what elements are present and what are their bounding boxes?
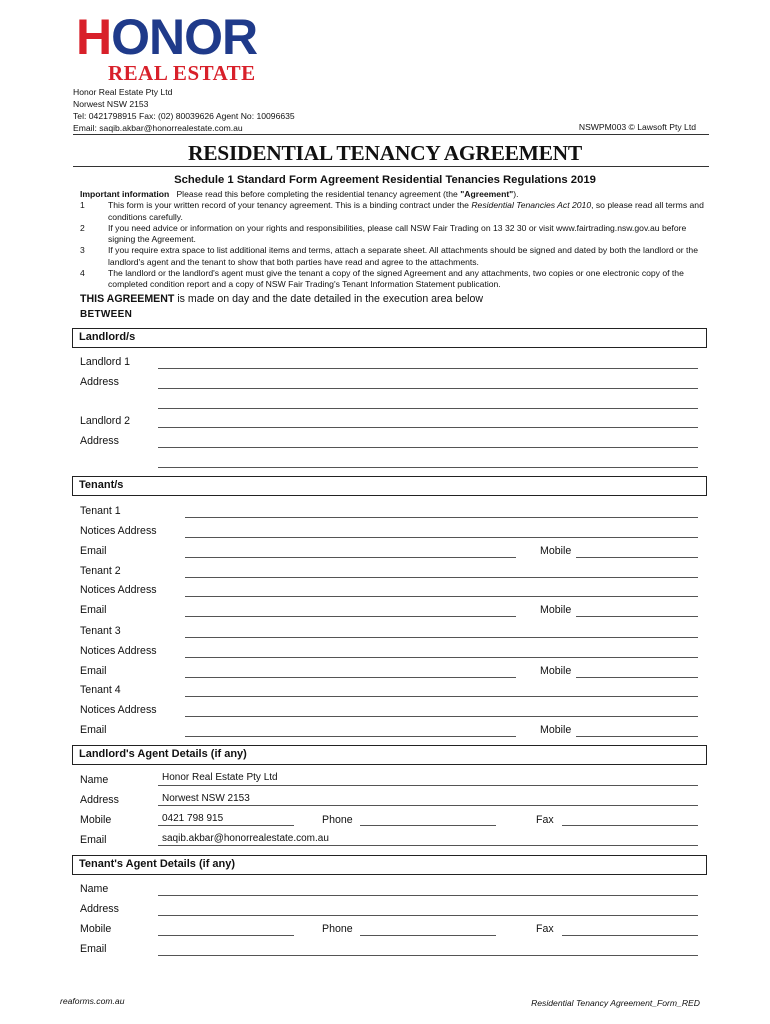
tenant-4-mobile-label: Mobile xyxy=(540,724,572,736)
tenant-agent-address-label: Address xyxy=(80,903,119,915)
tenant-2-label: Tenant 2 xyxy=(80,565,121,577)
landlord-agent-mobile-field[interactable] xyxy=(158,825,294,826)
company-phone: Tel: 0421798915 Fax: (02) 80039626 Agent No: 10096635 xyxy=(73,111,295,121)
landlord-agent-address-field[interactable] xyxy=(158,805,698,806)
landlord-agent-fax-label: Fax xyxy=(536,814,554,826)
footer-website: reaforms.com.au xyxy=(60,996,125,1006)
landlord-2-label: Landlord 2 xyxy=(80,415,131,427)
tenant-agent-name-field[interactable] xyxy=(158,895,698,896)
tenant-1-mobile-field[interactable] xyxy=(576,557,698,558)
landlord-agent-phone-field[interactable] xyxy=(360,825,496,826)
tenant-1-label: Tenant 1 xyxy=(80,505,121,517)
tenant-3-notices-field[interactable] xyxy=(185,657,698,658)
tenant-agent-mobile-field[interactable] xyxy=(158,935,294,936)
tenant-agent-fax-label: Fax xyxy=(536,923,554,935)
tenant-3-email-label: Email xyxy=(80,665,107,677)
between-label: BETWEEN xyxy=(80,309,133,320)
company-logo xyxy=(76,9,326,85)
schedule-heading: Schedule 1 Standard Form Agreement Residential Tenancies Regulations 2019 xyxy=(174,174,596,186)
tenant-4-notices-field[interactable] xyxy=(185,716,698,717)
logo-subtitle: REAL ESTATE xyxy=(108,61,256,85)
important-information xyxy=(80,189,710,291)
landlord-2-address-field-2[interactable] xyxy=(158,467,698,468)
tenant-3-label: Tenant 3 xyxy=(80,625,121,637)
tenant-4-email-label: Email xyxy=(80,724,107,736)
company-name: Honor Real Estate Pty Ltd xyxy=(73,87,173,97)
agreement-statement: THIS AGREEMENT is made on day and the date detailed in the execution area below xyxy=(80,293,483,305)
tenant-1-notices-label: Notices Address xyxy=(80,525,157,537)
landlord-agent-email-value: saqib.akbar@honorrealestate.com.au xyxy=(162,833,329,844)
tenant-agent-email-label: Email xyxy=(80,943,107,955)
tenant-agent-phone-label: Phone xyxy=(322,923,353,935)
tenant-3-mobile-field[interactable] xyxy=(576,677,698,678)
footer-form-name: Residential Tenancy Agreement_Form_RED xyxy=(531,998,700,1008)
tenant-1-notices-field[interactable] xyxy=(185,537,698,538)
tenant-3-notices-label: Notices Address xyxy=(80,645,157,657)
tenant-agent-name-label: Name xyxy=(80,883,109,895)
tenant-2-mobile-label: Mobile xyxy=(540,604,572,616)
tenant-4-field[interactable] xyxy=(185,696,698,697)
landlord-1-label: Landlord 1 xyxy=(80,356,131,368)
landlord-1-address-label: Address xyxy=(80,376,119,388)
important-item: 1 This form is your written record of your tenancy agreement. This is a binding contract under the Residential Tenancies Act 2010, so please read all terms and conditions carefully. xyxy=(80,200,704,222)
tenant-1-email-label: Email xyxy=(80,545,107,557)
form-reference: NSWPM003 © Lawsoft Pty Ltd xyxy=(578,122,696,132)
landlord-agent-address-value: Norwest NSW 2153 xyxy=(162,793,250,804)
tenant-2-mobile-field[interactable] xyxy=(576,616,698,617)
landlord-agent-mobile-label: Mobile xyxy=(80,814,112,826)
tenant-1-mobile-label: Mobile xyxy=(540,545,572,557)
important-item: 2 If you need advice or information on your rights and responsibilities, please call NSW Fair Trading on 13 32 30 or visit www.fairtrading.nsw.gov.au before signing the Agreement. xyxy=(80,222,687,245)
tenant-agent-phone-field[interactable] xyxy=(360,935,496,936)
tenant-4-notices-label: Notices Address xyxy=(80,704,157,716)
landlord-2-field[interactable] xyxy=(158,427,698,428)
tenant-agent-address-field[interactable] xyxy=(158,915,698,916)
landlord-agent-section-header: Landlord's Agent Details (if any) xyxy=(72,745,707,765)
landlord-2-address-field[interactable] xyxy=(158,447,698,448)
tenant-2-email-label: Email xyxy=(80,604,107,616)
landlord-1-address-field-2[interactable] xyxy=(158,408,698,409)
tenant-3-email-field[interactable] xyxy=(185,677,516,678)
company-details xyxy=(73,86,295,134)
landlord-agent-name-value: Honor Real Estate Pty Ltd xyxy=(162,772,278,783)
landlord-agent-address-label: Address xyxy=(80,794,119,806)
logo-wordmark: HONOR xyxy=(76,9,258,65)
tenant-3-field[interactable] xyxy=(185,637,698,638)
landlord-agent-mobile-value: 0421 798 915 xyxy=(162,813,224,824)
tenant-agent-email-field[interactable] xyxy=(158,955,698,956)
landlord-agent-email-label: Email xyxy=(80,834,107,846)
tenant-4-mobile-field[interactable] xyxy=(576,736,698,737)
landlord-1-field[interactable] xyxy=(158,368,698,369)
document-title: RESIDENTIAL TENANCY AGREEMENT xyxy=(188,141,582,165)
tenant-1-field[interactable] xyxy=(185,517,698,518)
landlords-section-header: Landlord/s xyxy=(72,328,707,348)
tenant-3-mobile-label: Mobile xyxy=(540,665,572,677)
tenant-4-email-field[interactable] xyxy=(185,736,516,737)
tenant-2-notices-label: Notices Address xyxy=(80,584,157,596)
tenant-1-email-field[interactable] xyxy=(185,557,516,558)
tenant-agent-fax-field[interactable] xyxy=(562,935,698,936)
tenants-section-header: Tenant/s xyxy=(72,476,707,496)
landlord-agent-phone-label: Phone xyxy=(322,814,353,826)
landlord-agent-name-field[interactable] xyxy=(158,785,698,786)
top-divider xyxy=(73,134,709,135)
tenant-agent-section-header: Tenant's Agent Details (if any) xyxy=(72,855,707,875)
tenant-4-label: Tenant 4 xyxy=(80,684,121,696)
landlord-agent-email-field[interactable] xyxy=(158,845,698,846)
tenant-2-notices-field[interactable] xyxy=(185,596,698,597)
tenant-2-email-field[interactable] xyxy=(185,616,516,617)
important-intro: Important information Please read this before completing the residential tenancy agreement (the "Agreement"). xyxy=(80,189,519,199)
tenant-2-field[interactable] xyxy=(185,577,698,578)
important-item: 4 The landlord or the landlord's agent must give the tenant a copy of the signed Agreement and any attachments, two copies or one electronic copy of the completed condition report and a copy of NSW Fair Trading's Tenant Information Statement publication. xyxy=(80,268,684,290)
company-address: Norwest NSW 2153 xyxy=(73,99,149,109)
landlord-agent-fax-field[interactable] xyxy=(562,825,698,826)
landlord-agent-name-label: Name xyxy=(80,774,109,786)
landlord-2-address-label: Address xyxy=(80,435,119,447)
company-email: Email: saqib.akbar@honorrealestate.com.au xyxy=(73,123,243,133)
landlord-1-address-field[interactable] xyxy=(158,388,698,389)
tenant-agent-mobile-label: Mobile xyxy=(80,923,112,935)
title-divider xyxy=(73,166,709,167)
important-item: 3 If you require extra space to list additional items and terms, attach a separate sheet. All attachments should be signed and dated by both the landlord or the landlord's agent and the tenant to show that both parties have read and agree to the attachments. xyxy=(80,245,698,267)
